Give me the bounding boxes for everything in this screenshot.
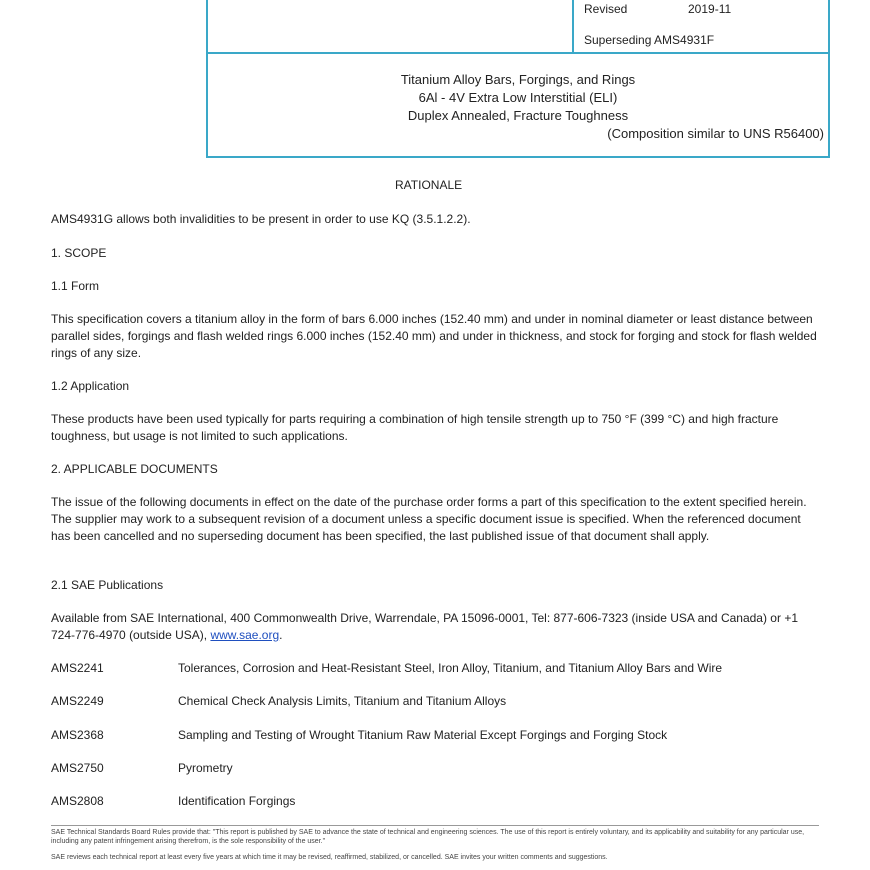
footnote-divider bbox=[51, 825, 819, 826]
application-heading: 1.2 Application bbox=[51, 379, 130, 393]
ref-title-ams2368: Sampling and Testing of Wrought Titanium Raw Material Except Forgings and Forging Stock bbox=[178, 728, 668, 742]
ref-title-ams2808: Identification Forgings bbox=[178, 794, 296, 808]
composition-note: (Composition similar to UNS R56400) bbox=[607, 126, 824, 141]
title-line-2: 6Al - 4V Extra Low Interstitial (ELI) bbox=[418, 90, 618, 105]
title-line-1: Titanium Alloy Bars, Forgings, and Rings bbox=[400, 72, 636, 87]
sae-availability-paragraph bbox=[51, 610, 819, 644]
sae-publications-heading: 2.1 SAE Publications bbox=[51, 578, 164, 592]
revised-value: 2019-11 bbox=[688, 2, 732, 16]
scope-heading: 1. SCOPE bbox=[51, 246, 107, 260]
rationale-text: AMS4931G allows both invalidities to be present in order to use KQ (3.5.1.2.2). bbox=[51, 212, 471, 226]
spec-title-box bbox=[206, 54, 830, 158]
revised-row bbox=[584, 2, 731, 16]
ref-code-ams2241: AMS2241 bbox=[51, 661, 104, 675]
superseding-row: Superseding AMS4931F bbox=[584, 33, 715, 47]
ref-title-ams2241: Tolerances, Corrosion and Heat-Resistant Steel, Iron Alloy, Titanium, and Titanium Alloy Bars and Wire bbox=[178, 661, 723, 675]
form-heading: 1.1 Form bbox=[51, 279, 100, 293]
application-paragraph: These products have been used typically for parts requiring a combination of high tensile strength up to 750 °F (399 °C) and high fracture toughness, but usage is not limited to such applications. bbox=[51, 412, 779, 443]
sae-availability-text: Available from SAE International, 400 Commonwealth Drive, Warrendale, PA 15096-0001, Tel: 877-606-7323 (inside USA and Canada) or +1 724-776-4970 (outside USA), bbox=[51, 611, 798, 642]
applicable-docs-paragraph: The issue of the following documents in effect on the date of the purchase order forms a part of this specification to the extent specified herein. The supplier may work to a subsequent revision of a document unless a specific document issue is specified. When the referenced document has been cancelled and no superseding document has been specified, the last published issue of that document shall apply. bbox=[51, 495, 807, 543]
header-info-box bbox=[206, 0, 830, 54]
ref-code-ams2368: AMS2368 bbox=[51, 728, 104, 742]
header-divider bbox=[572, 0, 574, 54]
ref-code-ams2249: AMS2249 bbox=[51, 694, 104, 708]
ref-code-ams2808: AMS2808 bbox=[51, 794, 104, 808]
sae-link-tail: . bbox=[279, 628, 283, 642]
revised-label: Revised bbox=[584, 2, 628, 16]
applicable-docs-heading: 2. APPLICABLE DOCUMENTS bbox=[51, 462, 218, 476]
sae-website-link[interactable]: www.sae.org bbox=[210, 628, 280, 642]
footnote-line-1: SAE Technical Standards Board Rules provide that: "This report is published by SAE to advance the state of technical and engineering sciences. The use of this report is entirely voluntary, and its applicability and suitability for any particular use, including any patent infringement arising therefrom, is the sole responsibility of the user." bbox=[51, 829, 805, 845]
form-paragraph: This specification covers a titanium alloy in the form of bars 6.000 inches (152.40 mm) and under in nominal diameter or least distance between parallel sides, forgings and flash welded rings 6.000 inches (152.40 mm) and under in thickness, and stock for forging and stock for flash welded rings of any size. bbox=[51, 312, 817, 360]
rationale-heading: RATIONALE bbox=[395, 178, 463, 192]
footnote-line-2: SAE reviews each technical report at least every five years at which time it may be revised, reaffirmed, stabilized, or cancelled. SAE invites your written comments and suggestions. bbox=[51, 854, 608, 861]
ref-code-ams2750: AMS2750 bbox=[51, 761, 104, 775]
ref-title-ams2249: Chemical Check Analysis Limits, Titanium and Titanium Alloys bbox=[178, 694, 507, 708]
ref-title-ams2750: Pyrometry bbox=[178, 761, 233, 775]
title-line-3: Duplex Annealed, Fracture Toughness bbox=[407, 108, 629, 123]
